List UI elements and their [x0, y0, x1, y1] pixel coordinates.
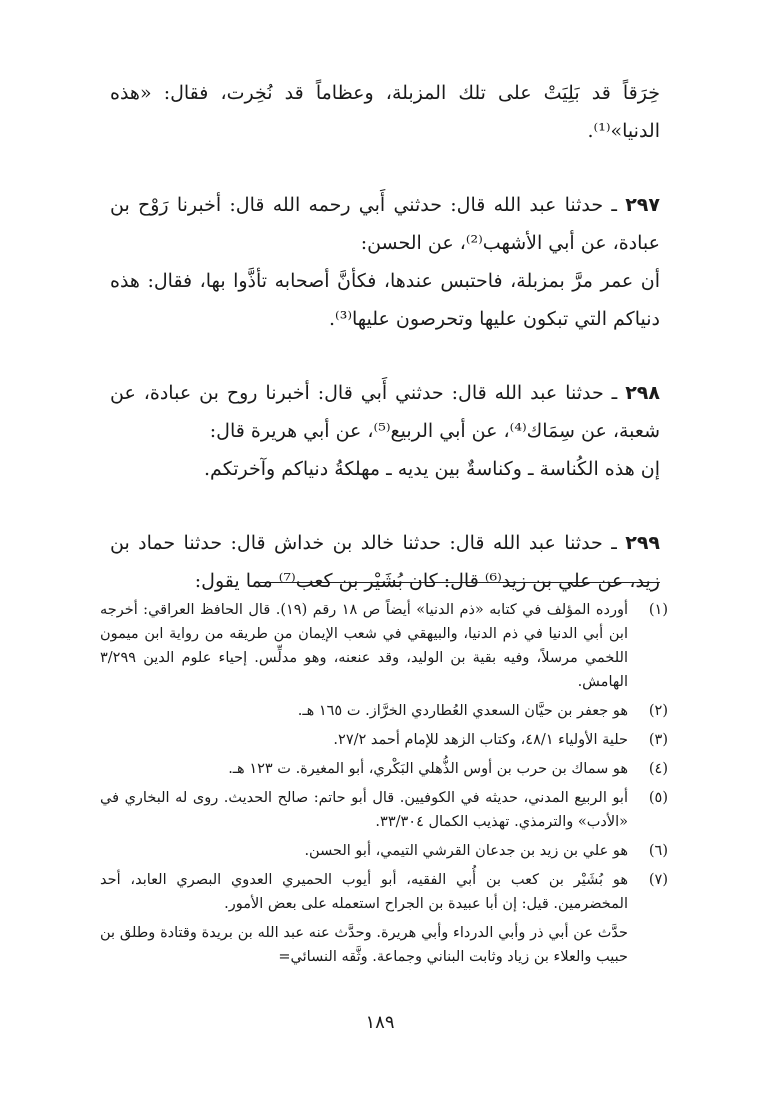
hadith-number: ٢٩٧	[625, 194, 660, 216]
footnote-text: هو سماك بن حرب بن أوس الذُّهلي البَكْري، أبو المغيرة. ت ١٢٣ هـ.	[228, 761, 628, 777]
page-number: ١٨٩	[365, 1012, 395, 1033]
footnote-number: (٤)	[648, 761, 668, 777]
footnote-5	[100, 786, 668, 834]
footnote-4	[100, 757, 668, 781]
footnote-text: هو جعفر بن حيَّان السعدي العُطاردي الخرَّاز. ت ١٦٥ هـ.	[297, 703, 628, 719]
footnote-text: هو بُشَيْر بن كعب بن أُبي الفقيه، أبو أيوب الحميري العدوي البصري العابد، أحد المخضرمين. قيل: إن أبا عبيدة بن الجراح استعمله على بعض الأمور.	[100, 872, 628, 912]
footnote-number: (٣)	[648, 732, 668, 748]
footnote-divider	[260, 582, 660, 583]
hadith-299	[110, 524, 660, 600]
footnote-1	[100, 598, 668, 694]
hadith-matn: أن عمر مرَّ بمزبلة، فاحتبس عندها، فكأنَّ أصحابه تأذَّوا بها، فقال: هذه دنياكم التي تبكون عليها وتحرصون عليها⁽³⁾.	[110, 270, 660, 330]
hadith-isnad-text: ـ حدثنا عبد الله قال: حدثني أَبي قال: أخبرنا روح بن عبادة، عن شعبة، عن سِمَاك⁽⁴⁾، عن أبي الربيع⁽⁵⁾، عن أبي هريرة قال:	[110, 382, 660, 442]
hadith-298	[110, 374, 660, 488]
hadith-matn: إن هذه الكُناسة ـ وكناسةٌ بين يديه ـ مهلكةُ دنياكم وآخرتكم.	[204, 458, 660, 480]
hadith-isnad	[110, 524, 660, 600]
hadith-number: ٢٩٩	[625, 532, 661, 554]
footnote-7	[100, 868, 668, 916]
footnote-number: (٦)	[648, 843, 668, 859]
hadith-isnad-text: ـ حدثنا عبد الله قال: حدثني أَبي رحمه الله قال: أخبرنا رَوْح بن عبادة، عن أبي الأشهب⁽²⁾، عن الحسن:	[110, 194, 660, 254]
hadith-number: ٢٩٨	[625, 382, 660, 404]
footnote-number: (١)	[648, 602, 668, 618]
footnote-number: (٢)	[648, 703, 668, 719]
footnotes	[100, 598, 668, 969]
footnote-2	[100, 699, 668, 723]
footnote-text: أورده المؤلف في كتابه «ذم الدنيا» أيضاً ص ١٨ رقم (١٩). قال الحافظ العراقي: أخرجه ابن أبي الدنيا في ذم الدنيا، والبيهقي في شعب الإيمان من طريقه من رواية ابن ميمون اللخمي مرسلاً، وفيه بقية بن الوليد، وقد عنعنه، وهو مدلِّس. إحياء علوم الدين ٣/٢٩٩ الهامش.	[100, 602, 628, 690]
footnote-text: أبو الربيع المدني، حديثه في الكوفيين. قال أبو حاتم: صالح الحديث. روى له البخاري في «الأدب» والترمذي. تهذيب الكمال ٣٣/٣٠٤.	[100, 790, 628, 830]
hadith-isnad	[110, 374, 660, 450]
footnote-text: هو علي بن زيد بن جدعان القرشي التيمي، أبو الحسن.	[304, 843, 628, 859]
hadith-isnad-text: ـ حدثنا عبد الله قال: حدثنا خالد بن خداش قال: حدثنا حماد بن زيد، عن علي بن زيد⁽⁶⁾ قال: كان بُشَيْر بن كعب⁽⁷⁾ مما يقول:	[110, 532, 660, 592]
footnote-6	[100, 839, 668, 863]
main-text	[110, 74, 660, 600]
footnote-number: (٥)	[648, 790, 668, 806]
footnote-text: حلية الأولياء ٤٨/١، وكتاب الزهد للإمام أحمد ٢٧/٢.	[333, 732, 628, 748]
footnote-7-continuation: حدَّث عن أبي ذر وأبي الدرداء وأبي هريرة. وحدَّث عنه عبد الله بن بريدة وقتادة وطلق بن حبيب والعلاء بن زياد وثابت البناني وجماعة. وثَّقه النسائي=	[100, 925, 628, 965]
footnote-number: (٧)	[648, 872, 668, 888]
intro-paragraph: خِرَقاً قد بَلِيَتْ على تلك المزبلة، وعظاماً قد نُخِرت، فقال: «هذه الدنيا»⁽¹⁾.	[110, 82, 660, 142]
hadith-isnad	[110, 186, 660, 262]
hadith-297	[110, 186, 660, 338]
footnote-3	[100, 728, 668, 752]
